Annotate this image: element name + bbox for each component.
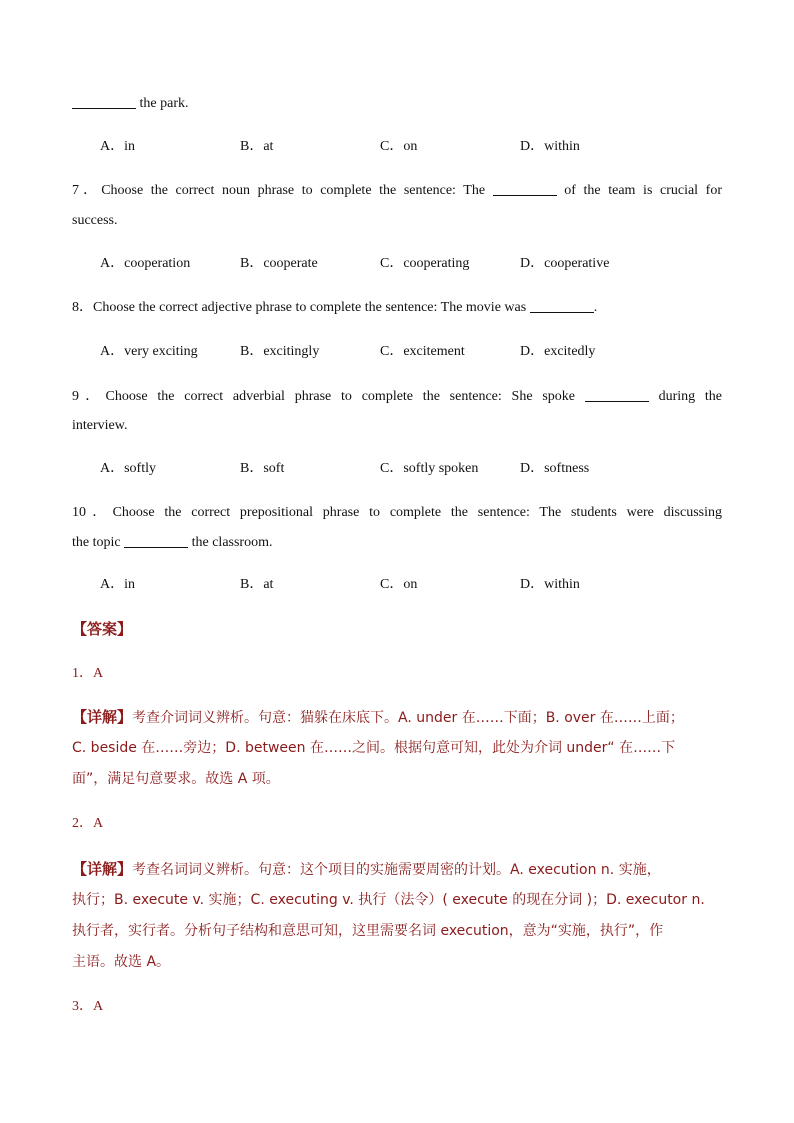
question-8-options: [100, 342, 720, 362]
option-d: D．excitedly: [520, 344, 596, 359]
explanation-1-text: 考查介词词义辨析。句意：猫躲在床底下。A. under 在……下面；B. over 在……上面；: [132, 710, 684, 726]
explanation-label: 【详解】: [72, 708, 133, 726]
option-c: C．excitement: [380, 344, 465, 359]
answer-1: 1．A: [72, 666, 104, 681]
question-8-stem-end: .: [593, 300, 598, 315]
question-10-stem-end: the classroom.: [191, 535, 273, 550]
explanation-1-line-1: [72, 707, 722, 728]
explanation-label: 【详解】: [72, 860, 133, 878]
option-a: A．softly: [100, 461, 156, 476]
question-10-options: [100, 575, 720, 595]
option-b: B．at: [240, 139, 274, 154]
option-d: D．within: [520, 577, 580, 592]
question-6-tail: [72, 94, 722, 114]
question-8-line-1: [72, 298, 722, 318]
explanation-2-text: 考查名词词义辨析。句意：这个项目的实施需要周密的计划。A. execution n. 实施，: [132, 862, 661, 878]
explanation-2-line-3: 执行者，实行者。分析句子结构和意思可知，这里需要名词 execution，意为“实施，执行”，作: [72, 923, 664, 939]
question-7-options: [100, 254, 720, 274]
option-a: A．cooperation: [100, 256, 191, 271]
question-7-stem-end: of the team is crucial for: [564, 183, 723, 198]
option-c: C．on: [380, 139, 418, 154]
question-6-text: the park.: [139, 96, 189, 111]
answer-blank: [530, 298, 594, 313]
question-9-line-2: interview.: [72, 418, 128, 433]
question-10-line-1: 10．Choose the correct prepositional phrase to complete the sentence: The students were discussing: [72, 505, 722, 520]
option-a: A．in: [100, 577, 135, 592]
answer-2: 2．A: [72, 816, 104, 831]
answer-blank: [493, 181, 557, 196]
option-b: B．excitingly: [240, 344, 320, 359]
question-7-line-1: [72, 181, 722, 201]
question-10-stem: the topic: [72, 535, 121, 550]
question-8-stem: 8．Choose the correct adjective phrase to complete the sentence: The movie was: [72, 300, 527, 315]
option-a: A．in: [100, 139, 135, 154]
explanation-1-line-3: 面”，满足句意要求。故选 A 项。: [72, 771, 280, 787]
question-9-stem: 9．Choose the correct adverbial phrase to complete the sentence: She spoke: [72, 389, 575, 404]
answer-blank: [585, 387, 649, 402]
option-b: B．at: [240, 577, 274, 592]
option-c: C．on: [380, 577, 418, 592]
question-7-line-2: success.: [72, 213, 118, 228]
question-9-stem-end: during the: [658, 389, 722, 404]
question-10-line-2: [72, 533, 722, 553]
option-d: D．softness: [520, 461, 590, 476]
explanation-2-line-4: 主语。故选 A。: [72, 954, 171, 970]
option-c: C．cooperating: [380, 256, 470, 271]
option-a: A．very exciting: [100, 344, 198, 359]
option-d: D．cooperative: [520, 256, 610, 271]
option-b: B．cooperate: [240, 256, 318, 271]
question-6-options: [100, 137, 720, 157]
answer-blank: [124, 533, 188, 548]
answer-3: 3．A: [72, 999, 104, 1014]
option-c: C．softly spoken: [380, 461, 479, 476]
explanation-1-line-2: C. beside 在……旁边；D. between 在……之间。根据句意可知，此处为介词 under“ 在……下: [72, 740, 676, 756]
answer-blank: [72, 94, 136, 109]
explanation-2-line-1: [72, 859, 722, 880]
question-9-options: [100, 459, 720, 479]
option-d: D．within: [520, 139, 580, 154]
question-9-line-1: [72, 387, 722, 407]
question-7-stem: 7．Choose the correct noun phrase to complete the sentence: The: [72, 183, 486, 198]
option-b: B．soft: [240, 461, 285, 476]
answer-heading: 【答案】: [72, 620, 133, 638]
explanation-2-line-2: 执行；B. execute v. 实施；C. executing v. 执行（法令）( execute 的现在分词 )；D. executor n.: [72, 892, 705, 908]
